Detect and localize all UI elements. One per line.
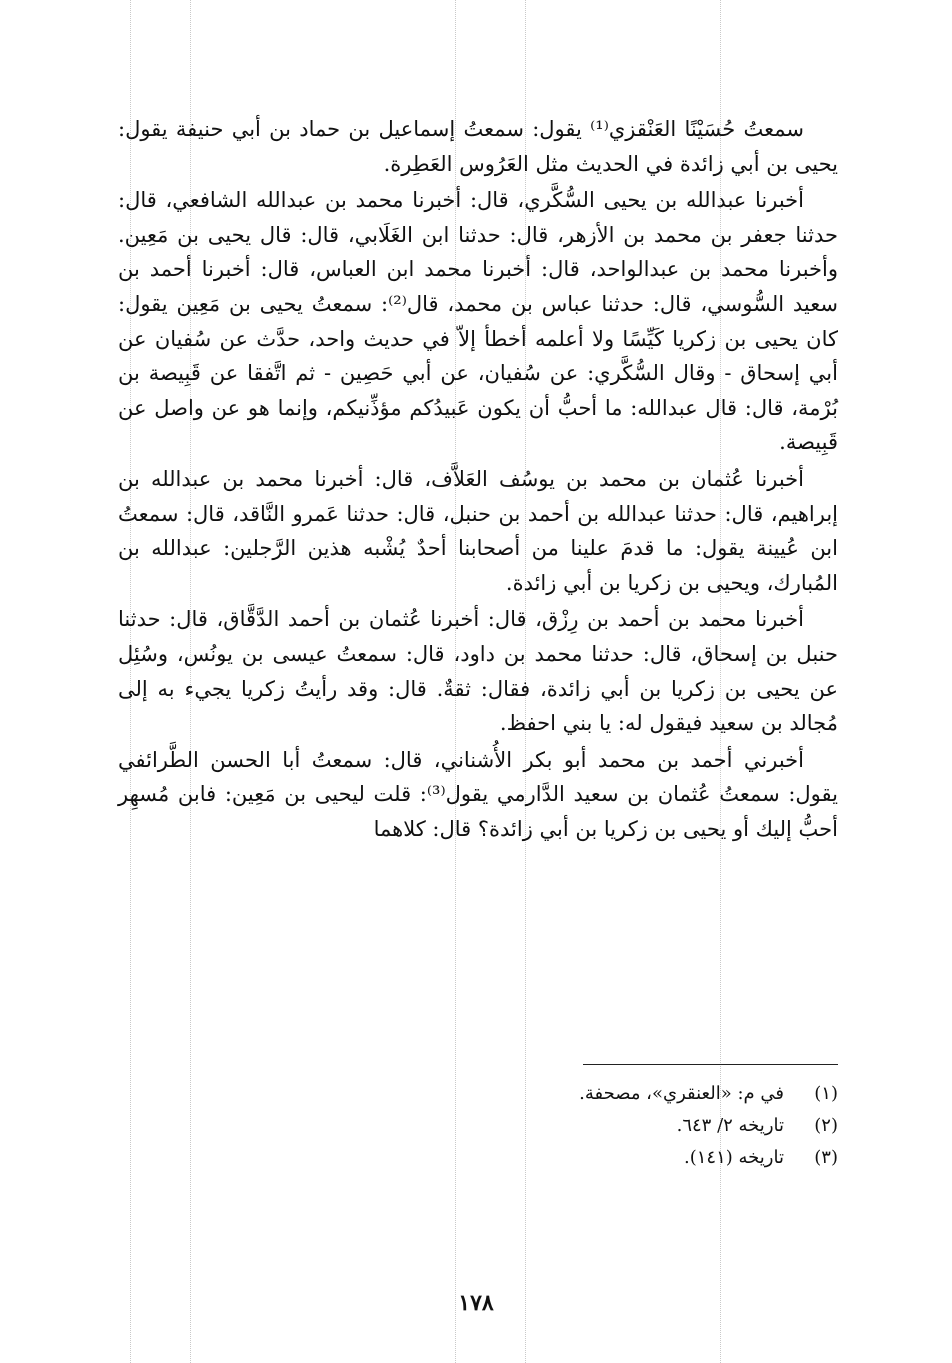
paragraph-5: أخبرني أحمد بن محمد أبو بكر الأُشناني، قال: سمعتُ أبا الحسن الطَّرائفي يقول: سمعتُ عُثمان بن سعيد الدَّارمي يقول⁽³⁾: قلت ليحيى بن مَعِين: فابن مُسهِر أحبُّ إليك أو يحيى بن زكريا بن أبي زائدة؟ قال: كلاهما [118,747,839,841]
footnote-text: في م: «العنقري»، مصحفة. [579,1083,784,1104]
footnote-text: تاريخه (١٤١). [684,1147,784,1168]
footnote-number: (٢) [814,1115,838,1136]
footnote-2 [450,1110,838,1142]
footnote-text: تاريخه ٢/ ٦٤٣. [676,1115,784,1136]
footnote-3 [450,1142,838,1174]
paragraph-4: أخبرنا محمد بن أحمد بن رِزْق، قال: أخبرنا عُثمان بن أحمد الدَّقَّاق، قال: حدثنا حنبل بن إسحاق، قال: حدثنا محمد بن داود، قال: سمعتُ عيسى بن يونُس، وسُئِل عن يحيى بن زكريا بن أبي زائدة، فقال: ثقةٌ. قال: وقد رأيتُ زكريا يجيء به إلى مُجالد بن سعيد فيقول له: يا بني احفظ. [118,607,838,736]
footnotes [450,1078,838,1174]
footnote-1 [450,1078,838,1110]
main-text [118,112,838,846]
footnote-separator [583,1064,838,1065]
footnote-number: (٣) [814,1147,838,1168]
paragraph-2: أخبرنا عبدالله بن يحيى السُّكَّري، قال: أخبرنا محمد بن عبدالله الشافعي، قال: حدثنا جعفر بن محمد بن الأزهر، قال: حدثنا ابن الغَلَابي، قال: قال يحيى بن مَعِين. وأخبرنا محمد بن عبدالواحد، قال: أخبرنا محمد ابن العباس، قال: أخبرنا أحمد بن سعيد السُّوسي، قال: حدثنا عباس بن محمد، قال⁽²⁾: سمعتُ يحيى بن مَعِين يقول: كان يحيى بن زكريا كَيِّسًا ولا أعلمه أخطأ إلاّ في حديث واحد، حدَّث عن سُفيان عن أبي إسحاق - وقال السُّكَّري: عن سُفيان، عن أبي حَصِين - ثم اتَّفقا عن قَبِيصة بن بُرْمة، قال: قال عبدالله: ما أحبُّ أن يكون عَبيدُكم مؤذِّنيكم، وإنما هو عن واصل عن قَبِيصة. [118,188,838,455]
page-number: ١٧٨ [458,1290,494,1316]
paragraph-1: سمعتُ حُسَيْنًا العَنْقزي⁽¹⁾ يقول: سمعتُ إسماعيل بن حماد بن أبي حنيفة يقول: يحيى بن أبي زائدة في الحديث مثل العَرُوس العَطِرة. [118,117,838,176]
footnote-number: (١) [814,1083,838,1104]
paragraph-3: أخبرنا عُثمان بن محمد بن يوسُف العَلاَّف، قال: أخبرنا محمد بن عبدالله بن إبراهيم، قال: حدثنا عبدالله بن أحمد بن حنبل، قال: حدثنا عَمرو النَّاقد، قال: سمعتُ ابن عُيينة يقول: ما قدمَ علينا من أصحابنا أحدٌ يُشْبه هذين الرَّجلين: عبدالله بن المُبارك، ويحيى بن زكريا بن أبي زائدة. [118,466,838,595]
